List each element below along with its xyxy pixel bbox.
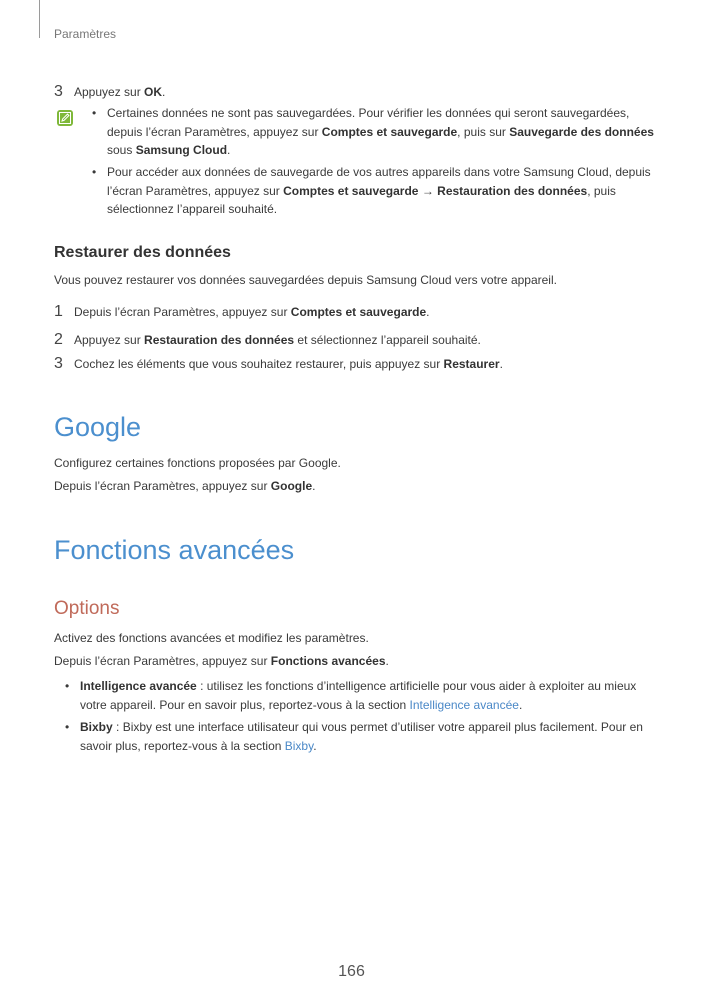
restore-heading: Restaurer des données xyxy=(54,244,231,261)
pencil-note-icon xyxy=(57,110,73,126)
step-text: Appuyez sur OK. xyxy=(74,85,166,99)
bullet-dot: • xyxy=(65,679,70,693)
step-number: 3 xyxy=(54,83,63,100)
note-bullet-1 xyxy=(92,104,667,160)
advanced-path: Depuis l’écran Paramètres, appuyez sur Fonctions avancées. xyxy=(54,654,389,668)
step-text: Cochez les éléments que vous souhaitez restaurer, puis appuyez sur Restaurer. xyxy=(74,357,503,371)
page-header: Paramètres xyxy=(54,27,117,41)
note-bullet-1-text: Certaines données ne sont pas sauvegardées. Pour vérifier les données qui seront sauvegardées, depuis l’écran Paramètres, appuyez sur Comptes et sauvegarde, puis sur Sauvegarde des données sous Samsung Cloud. xyxy=(107,106,654,158)
advanced-bullet-1-text: Intelligence avancée : utilisez les fonctions d’intelligence artificielle pour vous aider à exploiter au mieux votre appareil. Pour en savoir plus, reportez-vous à la section Intelligence avancée. xyxy=(80,679,637,712)
google-path: Depuis l’écran Paramètres, appuyez sur Google. xyxy=(54,479,316,493)
bullet-dot: • xyxy=(92,165,97,179)
step-number: 1 xyxy=(54,303,63,320)
google-heading: Google xyxy=(54,412,142,442)
bullet-dot: • xyxy=(92,106,97,120)
step-number: 2 xyxy=(54,331,63,348)
advanced-desc: Activez des fonctions avancées et modifiez les paramètres. xyxy=(54,631,369,645)
advanced-bullet-2 xyxy=(65,718,655,755)
step-text: Depuis l’écran Paramètres, appuyez sur Comptes et sauvegarde. xyxy=(74,305,430,319)
intelligence-link[interactable]: Intelligence avancée xyxy=(409,697,519,712)
header-rule xyxy=(39,0,40,38)
advanced-bullet-1 xyxy=(65,677,655,714)
step-number: 3 xyxy=(54,355,63,372)
bixby-link[interactable]: Bixby xyxy=(284,738,314,753)
google-desc: Configurez certaines fonctions proposées par Google. xyxy=(54,456,341,470)
restore-intro: Vous pouvez restaurer vos données sauvegardées depuis Samsung Cloud vers votre appareil. xyxy=(54,273,557,287)
note-bullet-2-text: Pour accéder aux données de sauvegarde de vos autres appareils dans votre Samsung Cloud, depuis l’écran Paramètres, appuyez sur Comptes et sauvegarde → Restauration des données, puis sélectionnez l’appareil souhaité. xyxy=(107,165,651,217)
advanced-bullet-2-text: Bixby : Bixby est une interface utilisateur qui vous permet d’utiliser votre appareil plus facilement. Pour en savoir plus, reportez-vous à la section Bixby. xyxy=(80,720,643,753)
advanced-heading: Fonctions avancées xyxy=(54,535,295,565)
step-text: Appuyez sur Restauration des données et sélectionnez l’appareil souhaité. xyxy=(74,333,481,347)
page-number: 166 xyxy=(338,963,365,980)
bullet-dot: • xyxy=(65,720,70,734)
note-bullet-2 xyxy=(92,163,667,219)
options-heading: Options xyxy=(54,598,120,619)
